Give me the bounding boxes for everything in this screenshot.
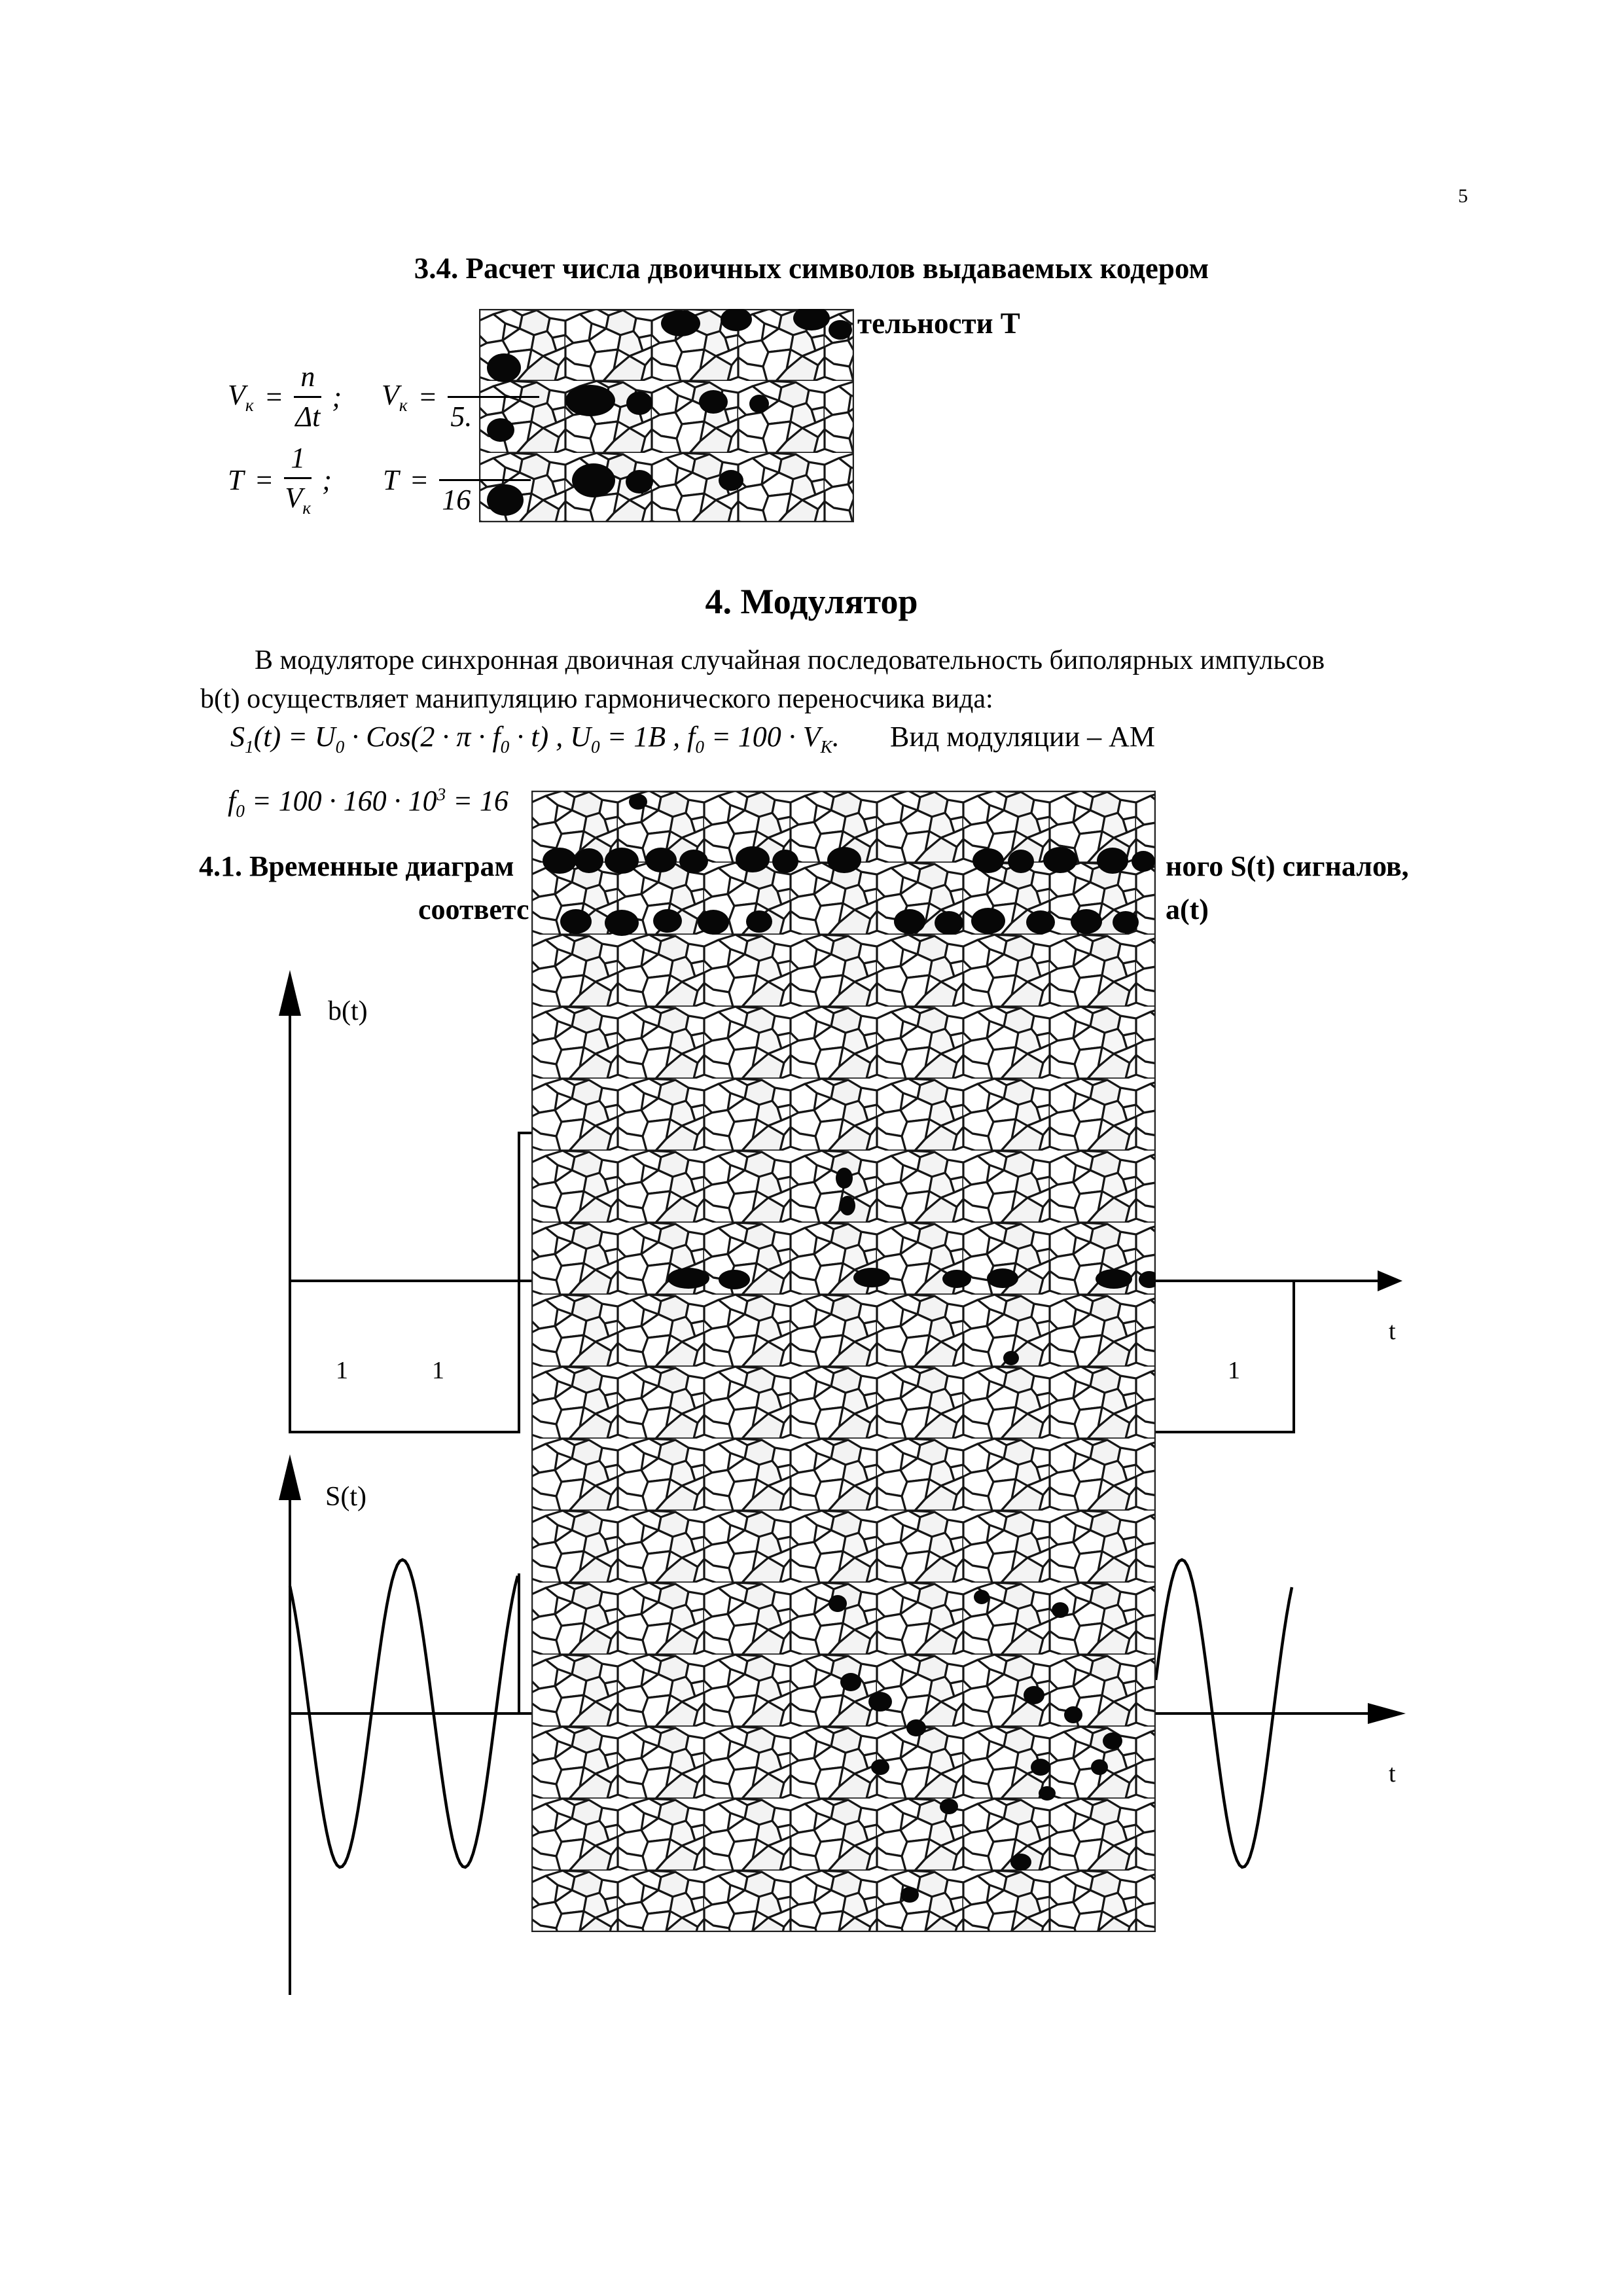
bit-label-2: 1 [432,1357,444,1384]
vk-symbol: $V_к$ [228,378,254,415]
section-4-1-heading-left: 4.1. Временные диаграм [199,850,514,882]
paragraph-line-2: b(t) осуществляет манипуляцию гармонического переносчика вида: [200,684,993,714]
f0-formula: $f_0 = 100 \cdot 160 \cdot 10^3 = 16$ [228,784,508,821]
section-4-1-heading2-right: a(t) [1166,893,1209,925]
s1-formula: $S_1(t) = U_0 \cdot Cos(2 \cdot \pi \cdot f_0 \cdot t)$ , $U_0 = 1В$ , $f_0 = 100 \cdot V_К$. [230,721,840,757]
fraction-n-over-dt: $\frac{n}{\Delta t}$ [295,361,321,433]
formula-vk-definition: $V_к$ = $\frac{n}{\Delta t}$ ; [228,361,342,433]
b-time-label: t [1389,1318,1396,1345]
b-axis-arrow-icon [279,970,301,1016]
formula-vk-value-fragment: $V_к$ = 5. [382,348,539,446]
b-time-axis-arrow-icon [1378,1270,1402,1291]
section-3-4-heading-line2-fragment: тельности Т [857,307,1020,340]
bit-label-3: 1 [1228,1357,1240,1384]
s-time-axis-arrow-icon [1368,1703,1406,1724]
formula-t-value-fragment: T = 16 [383,431,531,529]
paragraph-line-1: В модуляторе синхронная двоичная случайная последовательность биполярных импульсов [255,645,1325,675]
section-3-4-heading: 3.4. Расчет числа двоичных символов выдаваемых кодером [414,252,1209,285]
formula-t-definition: T = $\frac{1}{V_к}$ ; [228,442,332,518]
fraction-hidden-over-5: 5. [448,360,539,433]
page-number: 5 [1458,185,1468,207]
fraction-hidden-over-16: 16 [439,443,531,516]
s-axis-arrow-icon [279,1454,301,1500]
section-4-heading: 4. Модулятор [705,582,918,621]
b-waveform-left [290,1133,534,1432]
pixelated-censor-block-main [531,791,1156,1932]
s-axis-label: S(t) [325,1482,366,1512]
b-axis-label: b(t) [328,996,368,1026]
fraction-1-over-vk: $\frac{1}{V_к}$ [285,442,312,518]
modulation-type-note: Вид модуляции – АМ [890,721,1156,753]
vk-symbol: $V_к$ [382,378,408,415]
b-waveform-right [1156,1281,1294,1432]
s-time-label: t [1389,1760,1396,1787]
section-4-1-heading2-left: соответс [418,893,529,925]
section-4-1-heading-right: ного S(t) сигналов, [1166,850,1409,882]
bit-label-1: 1 [336,1357,348,1384]
